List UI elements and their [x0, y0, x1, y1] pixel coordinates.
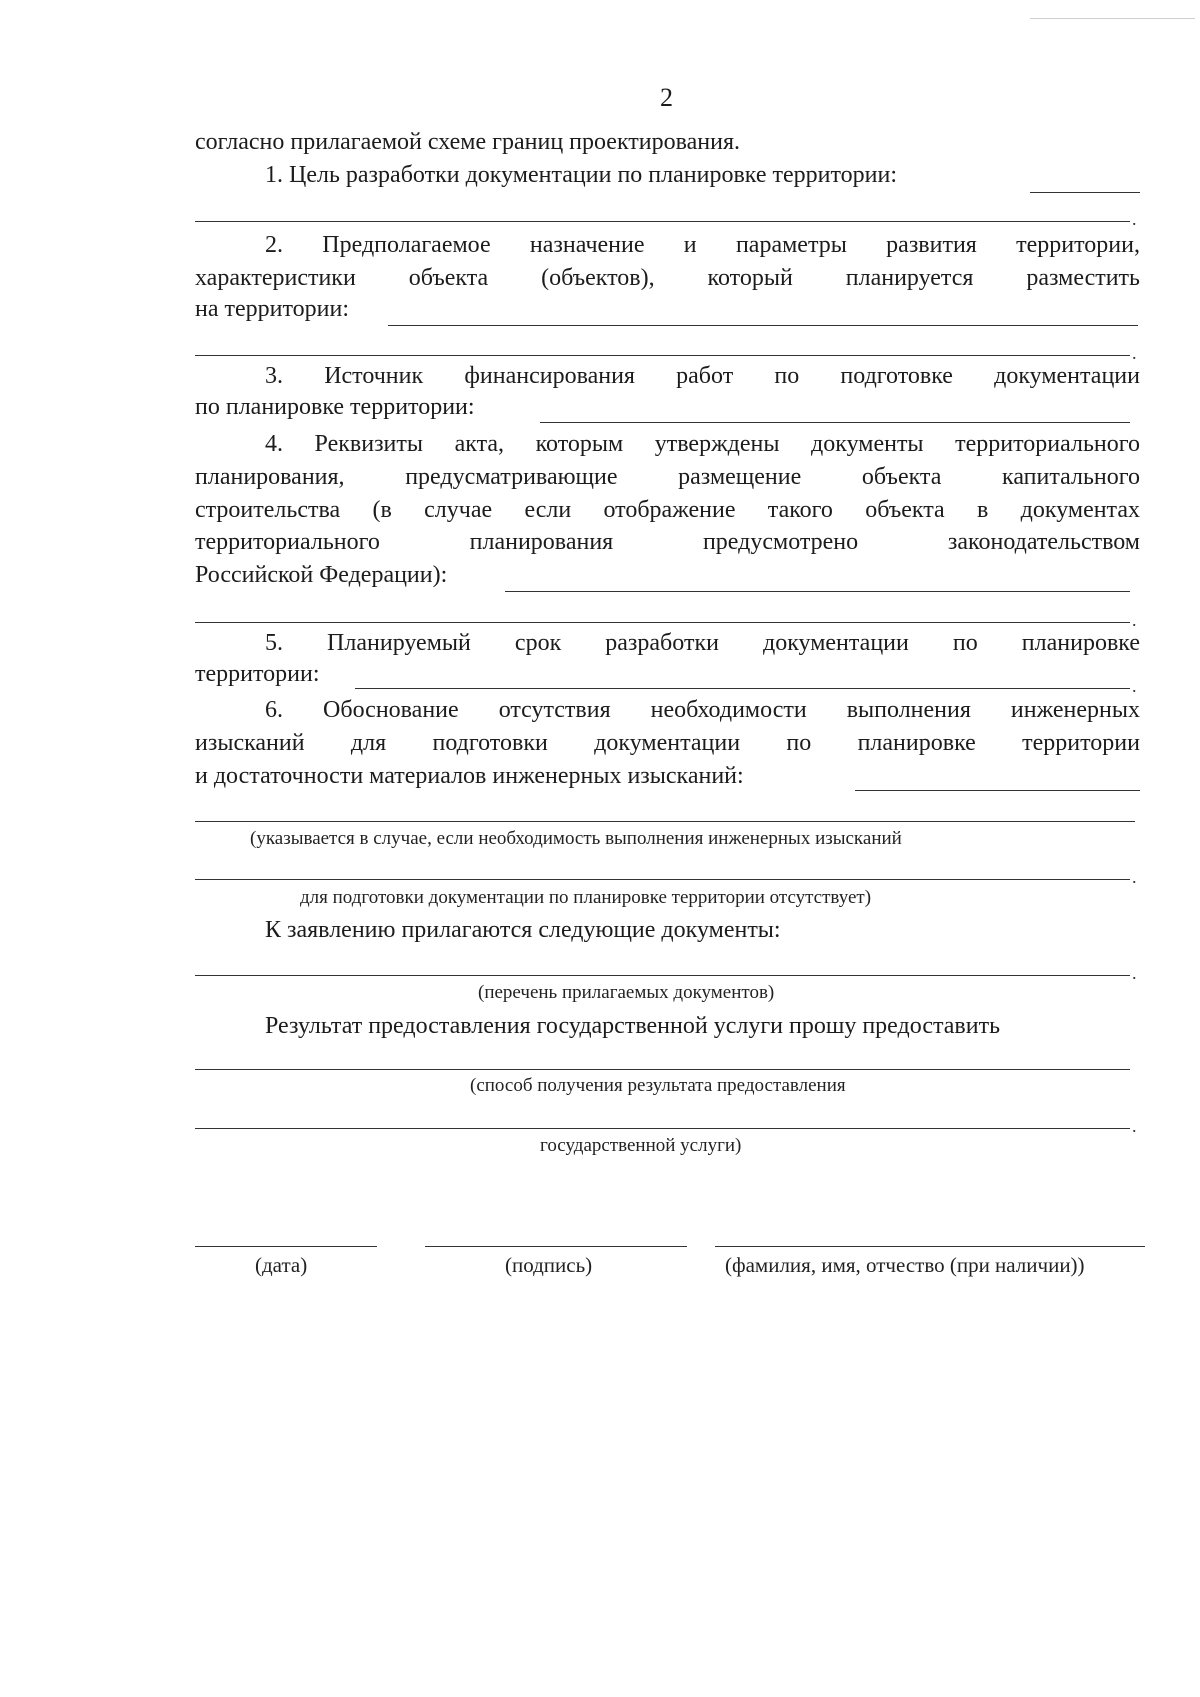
- item6-answer-line-2: [195, 879, 1130, 880]
- item1-period: .: [1132, 209, 1137, 229]
- item6-line2: изысканий для подготовки документации по планировке территории: [195, 730, 1140, 756]
- item2-line3: на территории:: [195, 296, 350, 322]
- item6-line1: 6. Обоснование отсутствия необходимости выполнения инженерных: [265, 697, 1140, 723]
- scan-artifact-line: [1030, 18, 1195, 19]
- caption-result-2: государственной услуги): [540, 1135, 742, 1156]
- full-name-line: [715, 1246, 1145, 1247]
- signature-line: [425, 1246, 687, 1247]
- caption-surveys-2: для подготовки документации по планировке территории отсутствует): [300, 887, 872, 908]
- item4-period: .: [1132, 610, 1137, 630]
- item2-period: .: [1132, 343, 1137, 363]
- intro-line: согласно прилагаемой схеме границ проектирования.: [195, 129, 741, 155]
- documents-heading: К заявлению прилагаются следующие документы:: [265, 917, 781, 943]
- item5-period: .: [1132, 676, 1137, 696]
- item2-line2: характеристики объекта (объектов), который планируется разместить: [195, 265, 1140, 291]
- result-heading: Результат предоставления государственной услуги прошу предоставить: [265, 1013, 1001, 1039]
- item4-answer-line: [195, 622, 1130, 623]
- caption-surveys-1: (указывается в случае, если необходимость выполнения инженерных изысканий: [250, 828, 902, 849]
- item2-answer-line: [195, 355, 1130, 356]
- item6-fill-line: [855, 790, 1140, 791]
- item6-period: .: [1132, 867, 1137, 887]
- item4-line4: территориального планирования предусмотрено законодательством: [195, 529, 1140, 555]
- item2-line1: 2. Предполагаемое назначение и параметры развития территории,: [265, 232, 1140, 258]
- item4-line2: планирования, предусматривающие размещение объекта капитального: [195, 464, 1140, 490]
- caption-documents: (перечень прилагаемых документов): [478, 982, 775, 1003]
- item4-fill-line: [505, 591, 1130, 592]
- caption-date: (дата): [255, 1253, 308, 1277]
- item5-line1: 5. Планируемый срок разработки документации по планировке: [265, 630, 1140, 656]
- item5-fill-line: [355, 688, 1130, 689]
- result-answer-line-1: [195, 1069, 1130, 1070]
- item6-line3: и достаточности материалов инженерных изысканий:: [195, 763, 744, 789]
- item1-text: 1. Цель разработки документации по планировке территории:: [265, 162, 898, 188]
- date-line: [195, 1246, 377, 1247]
- result-period: .: [1132, 1116, 1137, 1136]
- item1-fill-line: [1030, 192, 1140, 193]
- result-answer-line-2: [195, 1128, 1130, 1129]
- caption-signature: (подпись): [505, 1253, 593, 1277]
- item2-fill-line: [388, 325, 1138, 326]
- item1-answer-line: [195, 221, 1130, 222]
- item6-answer-line-1: [195, 821, 1135, 822]
- page-number: 2: [660, 83, 673, 112]
- caption-result-1: (способ получения результата предоставления: [470, 1075, 846, 1096]
- item4-line3: строительства (в случае если отображение такого объекта в документах: [195, 497, 1140, 523]
- documents-period: .: [1132, 963, 1137, 983]
- caption-full-name: (фамилия, имя, отчество (при наличии)): [725, 1253, 1085, 1277]
- item3-line1: 3. Источник финансирования работ по подготовке документации: [265, 363, 1140, 389]
- item4-line1: 4. Реквизиты акта, которым утверждены документы территориального: [265, 431, 1140, 457]
- documents-answer-line: [195, 975, 1130, 976]
- item5-line2: территории:: [195, 661, 320, 687]
- item4-line5: Российской Федерации):: [195, 562, 448, 588]
- item3-fill-line: [540, 422, 1130, 423]
- item3-line2: по планировке территории:: [195, 394, 475, 420]
